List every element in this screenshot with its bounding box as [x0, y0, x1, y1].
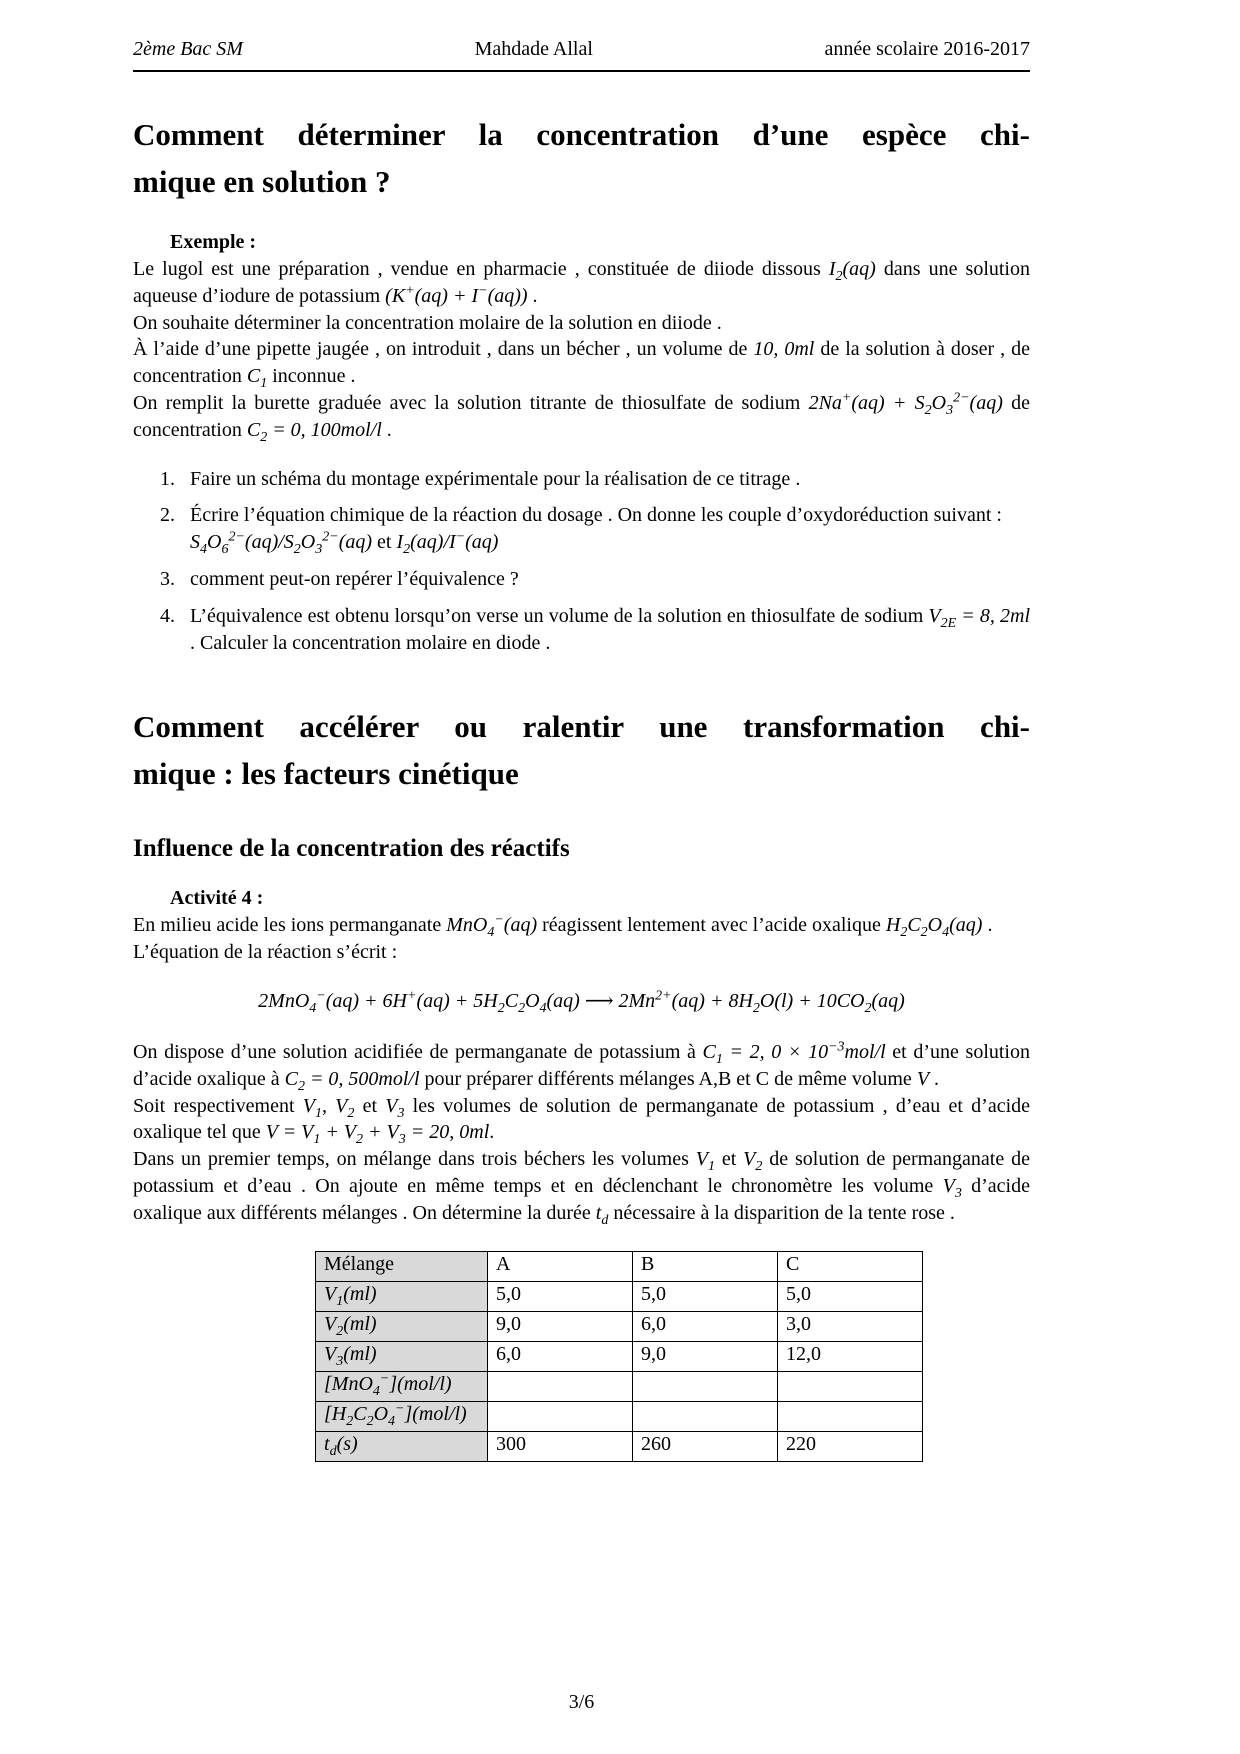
paragraph: On souhaite déterminer la concentration molaire de la solution en diiode . — [133, 311, 722, 334]
table-row — [316, 1251, 923, 1281]
paragraph: Dans un premier temps, on mélange dans trois béchers les volumes $V_1$ et $V_2$ de solution de permanganate de potassium et d’eau . On ajoute en même temps et en déclenchant le chronomètre les volume $V_3$ d’acide oxalique aux différents mélanges . On détermine la durée $t_d$ nécessaire à la disparition de la tente rose . — [133, 1148, 1030, 1228]
item-text — [190, 566, 1030, 593]
list-item — [133, 566, 1030, 593]
table-cell: 3,0 — [778, 1311, 923, 1341]
page-header — [133, 38, 1030, 72]
table-cell: 5,0 — [488, 1281, 633, 1311]
item-line: comment peut-on repérer l’équivalence ? — [190, 567, 519, 590]
question-list — [133, 466, 1030, 657]
item-line: L’équivalence est obtenu lorsqu’on verse un volume de la solution en thiosulfate de sodium $V_{2E} = 8$, 2ml . Calculer la concentration molaire en diode . — [190, 604, 1031, 654]
table-cell — [488, 1401, 633, 1431]
item-text — [190, 502, 1030, 556]
table-cell: 6,0 — [633, 1311, 778, 1341]
table-cell: 220 — [778, 1431, 923, 1461]
title-line: mique en solution ? — [133, 163, 391, 199]
table-cell — [488, 1371, 633, 1401]
table-cell: 6,0 — [488, 1341, 633, 1371]
item-line: Faire un schéma du montage expérimentale pour la réalisation de ce titrage . — [190, 467, 801, 490]
paragraph: Le lugol est une préparation , vendue en pharmacie , constituée de diiode dissous $I_2(aq)$ dans une solution aqueuse d’iodure de potassium (K+(aq) + I−(aq)) . — [133, 258, 1030, 307]
table-cell: A — [488, 1251, 633, 1281]
page-number: 3/6 — [568, 1691, 595, 1713]
row-label: $[H_2C_2O_4^-](mol/l)$ — [316, 1401, 488, 1431]
section2-title — [133, 704, 1030, 797]
example-label: Exemple : — [170, 231, 257, 253]
table-row — [316, 1311, 923, 1341]
item-number: 2. — [160, 504, 175, 527]
table-row — [316, 1401, 923, 1431]
reaction-equation: $2MnO_4^-(aq) + 6H^+(aq) + 5H_2C_2O_4(aq)$ ⟶ $2Mn^{2+}(aq) + 8H_2O(l) + 10CO_2(aq)$ — [258, 988, 905, 1016]
subsection-title: Influence de la concentration des réactifs — [133, 835, 570, 863]
title-line: Comment déterminer la concentration d’une espèce chi- — [133, 117, 1030, 152]
table-cell: 5,0 — [778, 1281, 923, 1311]
table-row — [316, 1371, 923, 1401]
header-author: Mahdade Allal — [474, 38, 593, 60]
row-label: $t_d(s)$ — [316, 1431, 488, 1461]
table-cell: 5,0 — [633, 1281, 778, 1311]
row-label: Mélange — [316, 1251, 488, 1281]
item-line: Écrire l’équation chimique de la réaction du dosage . On donne les couple d’oxydoréduction suivant : — [190, 504, 1002, 527]
row-label: $V_2(ml)$ — [316, 1311, 488, 1341]
table-cell: 300 — [488, 1431, 633, 1461]
paragraph: On remplit la burette graduée avec la solution titrante de thiosulfate de sodium $2Na^+(aq) + S_2O_3^{2-}(aq)$ de concentration $C_2 = 0$, 100mol/l . — [133, 390, 1030, 445]
row-label: $V_3(ml)$ — [316, 1341, 488, 1371]
header-school-year: année scolaire 2016-2017 — [824, 38, 1030, 60]
item-number: 4. — [160, 604, 175, 627]
table-cell: 9,0 — [488, 1311, 633, 1341]
table-row — [316, 1431, 923, 1461]
table-cell: 12,0 — [778, 1341, 923, 1371]
table-cell: C — [778, 1251, 923, 1281]
item-text — [190, 603, 1030, 657]
header-course-label: 2ème Bac SM — [133, 38, 243, 60]
row-label: $V_1(ml)$ — [316, 1281, 488, 1311]
item-number: 1. — [160, 467, 175, 490]
activity-label: Activité 4 : — [170, 887, 264, 910]
paragraph: On dispose d’une solution acidifiée de permanganate de potassium à $C_1 = 2$, $0 \times 10^{-3}mol/l$ et d’une solution d’acide oxalique à $C_2 = 0$, 500mol/l pour préparer différents mélanges A,B et C de même volume V . — [133, 1039, 1030, 1094]
table-cell: 260 — [633, 1431, 778, 1461]
table-cell: B — [633, 1251, 778, 1281]
kinetics-table — [315, 1251, 923, 1462]
table-cell — [633, 1401, 778, 1431]
table-cell: 9,0 — [633, 1341, 778, 1371]
paragraph: L’équation de la réaction s’écrit : — [133, 941, 398, 964]
section1-title — [133, 112, 1030, 205]
paragraph: Soit respectivement $V_1$, $V_2$ et $V_3$ les volumes de solution de permanganate de potassium , d’eau et d’acide oxalique tel que $V = V_1 + V_2 + V_3 = 20$, 0ml. — [133, 1094, 1031, 1148]
row-label: [MnO$_4$−](mol/l) — [316, 1371, 488, 1401]
list-item — [133, 466, 1030, 493]
title-line: Comment accélérer ou ralentir une transformation chi- — [133, 709, 1030, 745]
table-row — [316, 1341, 923, 1371]
item-number: 3. — [160, 567, 175, 590]
table-cell — [778, 1371, 923, 1401]
list-item — [133, 502, 1030, 556]
item-text — [190, 466, 1030, 493]
kinetics-table-body — [316, 1251, 923, 1461]
list-item — [133, 603, 1030, 657]
paragraph: À l’aide d’une pipette jaugée , on introduit , dans un bécher , un volume de 10, 0ml de la solution à doser , de concentration $C_1$ inconnue . — [133, 338, 1031, 392]
item-formula: $S_4O_6^{2-}(aq)/S_2O_3^{2-}(aq)$ et $I_2(aq)/I^-(aq)$ — [190, 529, 499, 558]
table-row — [316, 1281, 923, 1311]
table-cell — [633, 1371, 778, 1401]
title-line: mique : les facteurs cinétique — [133, 755, 519, 791]
table-cell — [778, 1401, 923, 1431]
paragraph: En milieu acide les ions permanganate MnO$_4$−(aq) réagissent lentement avec l’acide oxalique $H_2C_2O_4(aq)$ . — [133, 912, 993, 941]
